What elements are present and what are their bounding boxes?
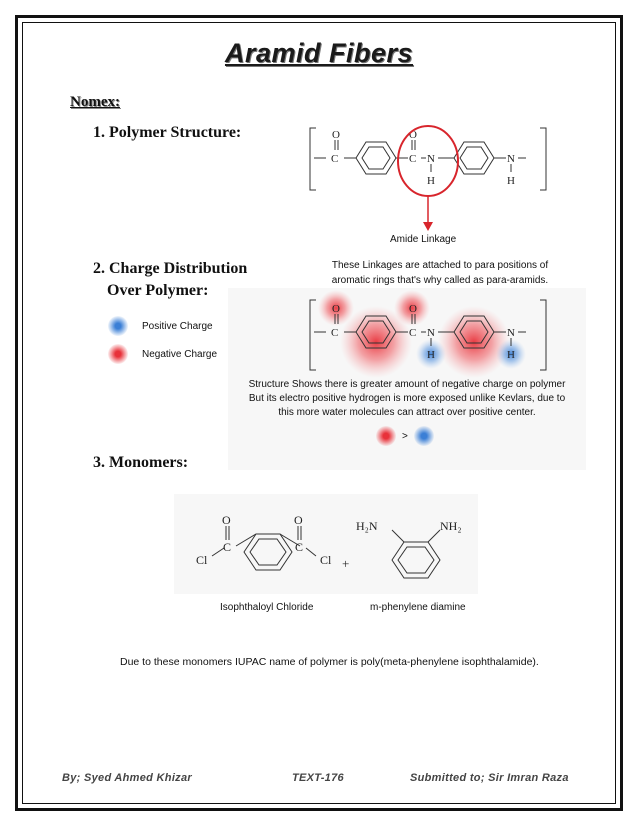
monomer-c-1: C (223, 540, 232, 554)
iupac-name: poly(meta-phenylene isophthalamide). (360, 656, 539, 668)
negative-charge-swatch (108, 344, 128, 364)
charge-atom-c-1: C (331, 327, 339, 339)
charge-atom-n-2: N (507, 327, 515, 339)
section-monomers: 3. Monomers: (93, 454, 189, 471)
footer-author: By; Syed Ahmed Khizar (62, 772, 192, 784)
atom-h-1: H (427, 175, 435, 187)
conclusion-prefix: Due to these monomers IUPAC name of polymer is (120, 656, 361, 668)
amide-linkage-label: Amide Linkage (390, 234, 457, 245)
conclusion-text (120, 656, 539, 668)
negative-charge-cloud-ring2 (438, 306, 510, 378)
charge-distribution-diagram (308, 288, 548, 380)
charge-atom-n-1: N (427, 327, 435, 339)
atom-o-1: O (332, 129, 340, 141)
linkage-note-line-2: aromatic rings that's why called as para-aramids. (331, 275, 549, 286)
charge-note (228, 378, 586, 420)
charge-note-line-1: Structure Shows there is greater amount of negative charge on polymer (248, 379, 566, 390)
comparison-negative-swatch (376, 426, 396, 446)
nomex-subheading: Nomex: (70, 94, 120, 110)
amide-arrow (421, 196, 435, 232)
monomer-nh2: NH₂ (440, 519, 462, 533)
monomer-plus: + (342, 556, 350, 571)
charge-note-line-2: But its electro positive hydrogen is more exposed unlike Kevlars, due to (248, 393, 566, 404)
linkage-note-line-1: These Linkages are attached to para positions of (331, 260, 549, 271)
linkage-note (310, 258, 570, 288)
atom-n-1: N (427, 153, 435, 165)
monomer-h2n: H₂N (356, 519, 378, 533)
atom-o-2: O (409, 129, 417, 141)
negative-charge-label: Negative Charge (142, 349, 218, 360)
atom-c-1: C (331, 153, 339, 165)
charge-atom-c-2: C (409, 327, 417, 339)
polymer-structure-diagram (308, 120, 548, 200)
atom-h-2: H (507, 175, 515, 187)
section-charge-distribution: 2. Charge Distribution (93, 260, 248, 277)
comparison-symbol: > (402, 431, 408, 442)
atom-c-2: C (409, 153, 417, 165)
charge-atom-o-1: O (332, 303, 340, 315)
monomer-cl-2: Cl (320, 553, 332, 567)
charge-atom-h-2: H (507, 349, 515, 361)
atom-n-2: N (507, 153, 515, 165)
monomers-diagram (174, 494, 478, 594)
charge-atom-o-2: O (409, 303, 417, 315)
monomer-c-2: C (295, 540, 304, 554)
section-charge-distribution-cont: Over Polymer: (107, 282, 209, 299)
positive-charge-swatch (108, 316, 128, 336)
comparison-positive-swatch (414, 426, 434, 446)
monomer-cl-1: Cl (196, 553, 208, 567)
page-title: Aramid Fibers (224, 38, 414, 68)
monomer-name-isophthaloyl: Isophthaloyl Chloride (220, 602, 314, 613)
footer-course: TEXT-176 (292, 772, 344, 784)
monomer-o-1: O (222, 513, 231, 527)
charge-atom-h-1: H (427, 349, 435, 361)
monomer-o-2: O (294, 513, 303, 527)
charge-note-line-3: this more water molecules can attract over positive center. (278, 407, 536, 418)
section-polymer-structure: 1. Polymer Structure: (93, 124, 242, 141)
monomer-name-phenylene-diamine: m-phenylene diamine (370, 602, 466, 613)
positive-charge-label: Positive Charge (142, 321, 213, 332)
footer-submitted: Submitted to; Sir Imran Raza (410, 772, 569, 784)
